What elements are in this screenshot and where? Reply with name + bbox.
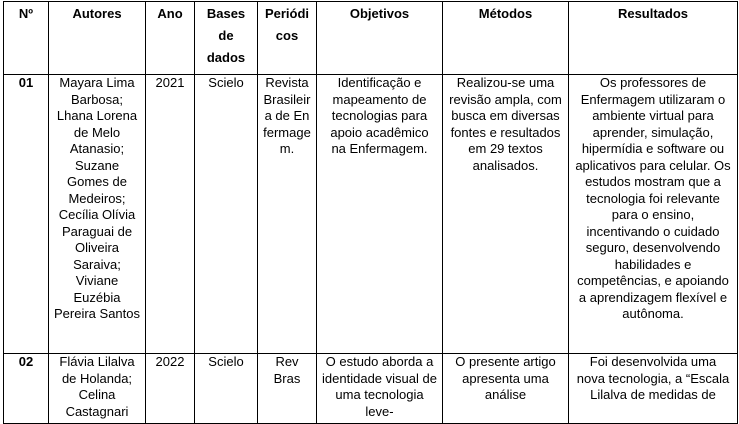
row-num: 02 [4, 354, 49, 424]
table-header-row [4, 2, 738, 75]
header-ano: Ano [146, 2, 195, 75]
row-metodos: O presente artigo apresenta uma análise [443, 354, 569, 424]
header-resultados: Resultados [569, 2, 738, 75]
row-autores: Mayara Lima Barbosa; Lhana Lorena de Melo Atanasio; Suzane Gomes de Medeiros; Cecília Olívia Paraguai de Oliveira Saraiva; Viviane Euzébia Pereira Santos [49, 75, 146, 354]
row-periodicos: Rev Bras [258, 354, 317, 424]
header-periodicos: Periódi cos [258, 2, 317, 75]
table-row [4, 354, 738, 424]
row-num: 01 [4, 75, 49, 354]
row-bases: Scielo [195, 354, 258, 424]
row-objetivos: Identificação e mapeamento de tecnologias para apoio acadêmico na Enfermagem. [317, 75, 443, 354]
header-objetivos: Objetivos [317, 2, 443, 75]
header-metodos: Métodos [443, 2, 569, 75]
row-metodos: Realizou-se uma revisão ampla, com busca em diversas fontes e resultados em 29 textos analisados. [443, 75, 569, 354]
row-resultados: Os professores de Enfermagem utilizaram o ambiente virtual para aprender, simulação, hipermídia e software ou aplicativos para celular. Os estudos mostram que a tecnologia foi relevante para o ensino, incentivando o cuidado seguro, desenvolvendo habilidades e competências, e apoiando a aprendizagem flexível e autônoma. [569, 75, 738, 354]
header-num: Nº [4, 2, 49, 75]
row-resultados: Foi desenvolvida uma nova tecnologia, a “Escala Lilalva de medidas de [569, 354, 738, 424]
row-bases: Scielo [195, 75, 258, 354]
row-autores: Flávia Lilalva de Holanda; Celina Castagnari [49, 354, 146, 424]
row-ano: 2021 [146, 75, 195, 354]
literature-review-table [3, 1, 738, 424]
header-autores: Autores [49, 2, 146, 75]
table-row [4, 75, 738, 354]
header-bases: Bases de dados [195, 2, 258, 75]
row-ano: 2022 [146, 354, 195, 424]
row-periodicos: Revista Brasileira de Enfermagem. [258, 75, 317, 354]
row-objetivos: O estudo aborda a identidade visual de uma tecnologia leve- [317, 354, 443, 424]
